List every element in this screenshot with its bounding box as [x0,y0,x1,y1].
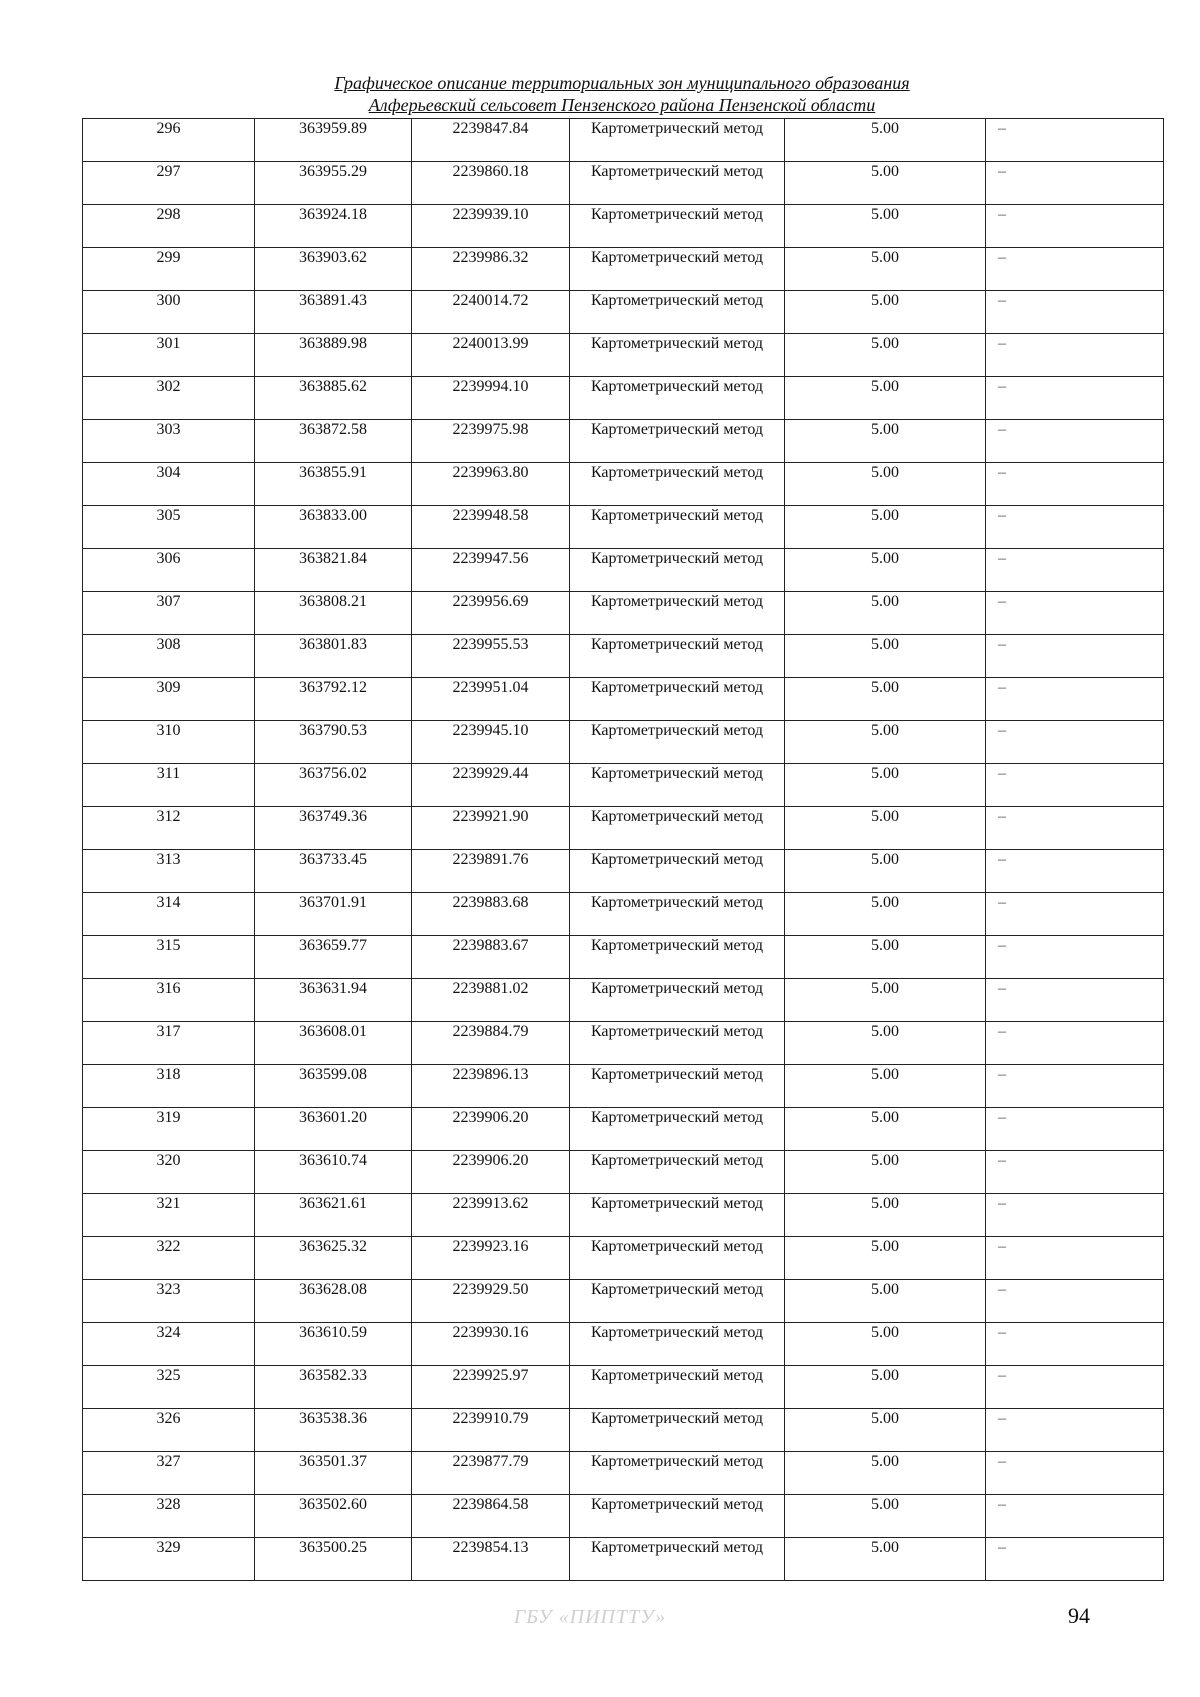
coordinate-y-cell: 2239923.16 [412,1237,570,1280]
note-cell: – [986,850,1164,893]
table-row [83,1237,1164,1280]
coordinate-x-cell: 363855.91 [255,463,412,506]
method-cell: Картометрический метод [570,291,785,334]
coordinate-x-cell: 363872.58 [255,420,412,463]
accuracy-cell: 5.00 [785,1452,986,1495]
point-number-cell: 311 [83,764,255,807]
coordinate-x-cell: 363790.53 [255,721,412,764]
point-number-cell: 301 [83,334,255,377]
note-cell: – [986,1065,1164,1108]
method-cell: Картометрический метод [570,162,785,205]
table-row [83,1538,1164,1581]
accuracy-cell: 5.00 [785,506,986,549]
method-cell: Картометрический метод [570,678,785,721]
note-cell: – [986,979,1164,1022]
table-row [83,1280,1164,1323]
coordinate-y-cell: 2239891.76 [412,850,570,893]
table-row [83,1495,1164,1538]
accuracy-cell: 5.00 [785,1538,986,1581]
method-cell: Картометрический метод [570,1366,785,1409]
table-row [83,1065,1164,1108]
table-row [83,377,1164,420]
table-row [83,162,1164,205]
coordinate-x-cell: 363610.59 [255,1323,412,1366]
method-cell: Картометрический метод [570,1538,785,1581]
point-number-cell: 315 [83,936,255,979]
point-number-cell: 318 [83,1065,255,1108]
coordinate-x-cell: 363903.62 [255,248,412,291]
coordinate-x-cell: 363631.94 [255,979,412,1022]
coordinate-y-cell: 2239986.32 [412,248,570,291]
coordinate-x-cell: 363891.43 [255,291,412,334]
coordinate-y-cell: 2239864.58 [412,1495,570,1538]
note-cell: – [986,377,1164,420]
method-cell: Картометрический метод [570,936,785,979]
coordinate-y-cell: 2240014.72 [412,291,570,334]
method-cell: Картометрический метод [570,119,785,162]
note-cell: – [986,1323,1164,1366]
point-number-cell: 329 [83,1538,255,1581]
accuracy-cell: 5.00 [785,1323,986,1366]
coordinate-y-cell: 2239951.04 [412,678,570,721]
coordinate-x-cell: 363608.01 [255,1022,412,1065]
point-number-cell: 319 [83,1108,255,1151]
table-row [83,1108,1164,1151]
point-number-cell: 305 [83,506,255,549]
method-cell: Картометрический метод [570,248,785,291]
coordinate-x-cell: 363749.36 [255,807,412,850]
accuracy-cell: 5.00 [785,1280,986,1323]
coordinate-y-cell: 2239929.44 [412,764,570,807]
point-number-cell: 328 [83,1495,255,1538]
note-cell: – [986,764,1164,807]
note-cell: – [986,549,1164,592]
accuracy-cell: 5.00 [785,850,986,893]
note-cell: – [986,291,1164,334]
accuracy-cell: 5.00 [785,248,986,291]
table-row [83,764,1164,807]
coordinate-y-cell: 2239906.20 [412,1108,570,1151]
note-cell: – [986,1366,1164,1409]
accuracy-cell: 5.00 [785,1151,986,1194]
method-cell: Картометрический метод [570,334,785,377]
point-number-cell: 314 [83,893,255,936]
coordinate-x-cell: 363502.60 [255,1495,412,1538]
coordinate-y-cell: 2239994.10 [412,377,570,420]
point-number-cell: 321 [83,1194,255,1237]
point-number-cell: 296 [83,119,255,162]
method-cell: Картометрический метод [570,1065,785,1108]
point-number-cell: 304 [83,463,255,506]
note-cell: – [986,506,1164,549]
accuracy-cell: 5.00 [785,807,986,850]
coordinate-y-cell: 2239847.84 [412,119,570,162]
coordinate-y-cell: 2239948.58 [412,506,570,549]
coordinate-x-cell: 363733.45 [255,850,412,893]
table-row [83,1452,1164,1495]
note-cell: – [986,119,1164,162]
coordinate-y-cell: 2239947.56 [412,549,570,592]
coordinate-x-cell: 363833.00 [255,506,412,549]
accuracy-cell: 5.00 [785,1495,986,1538]
coordinate-y-cell: 2239975.98 [412,420,570,463]
coordinate-y-cell: 2239939.10 [412,205,570,248]
method-cell: Картометрический метод [570,893,785,936]
table-row [83,1323,1164,1366]
accuracy-cell: 5.00 [785,1237,986,1280]
table-row [83,850,1164,893]
method-cell: Картометрический метод [570,979,785,1022]
point-number-cell: 323 [83,1280,255,1323]
method-cell: Картометрический метод [570,1237,785,1280]
point-number-cell: 312 [83,807,255,850]
table-row [83,1151,1164,1194]
accuracy-cell: 5.00 [785,1366,986,1409]
coordinate-x-cell: 363500.25 [255,1538,412,1581]
page-number: 94 [1068,1603,1090,1628]
note-cell: – [986,1151,1164,1194]
point-number-cell: 324 [83,1323,255,1366]
table-row [83,549,1164,592]
table-row [83,721,1164,764]
coordinate-x-cell: 363821.84 [255,549,412,592]
coordinate-y-cell: 2239883.68 [412,893,570,936]
method-cell: Картометрический метод [570,1022,785,1065]
coordinate-y-cell: 2239877.79 [412,1452,570,1495]
table-row [83,205,1164,248]
coordinate-y-cell: 2239945.10 [412,721,570,764]
point-number-cell: 309 [83,678,255,721]
coordinate-x-cell: 363756.02 [255,764,412,807]
method-cell: Картометрический метод [570,764,785,807]
point-number-cell: 327 [83,1452,255,1495]
coordinate-x-cell: 363625.32 [255,1237,412,1280]
table-row [83,592,1164,635]
accuracy-cell: 5.00 [785,764,986,807]
note-cell: – [986,1194,1164,1237]
coordinate-x-cell: 363599.08 [255,1065,412,1108]
note-cell: – [986,893,1164,936]
method-cell: Картометрический метод [570,850,785,893]
table-row [83,1194,1164,1237]
method-cell: Картометрический метод [570,592,785,635]
coordinate-x-cell: 363801.83 [255,635,412,678]
coordinate-x-cell: 363955.29 [255,162,412,205]
table-row [83,807,1164,850]
note-cell: – [986,248,1164,291]
method-cell: Картометрический метод [570,1151,785,1194]
accuracy-cell: 5.00 [785,1022,986,1065]
method-cell: Картометрический метод [570,420,785,463]
accuracy-cell: 5.00 [785,420,986,463]
table-row [83,334,1164,377]
coordinate-x-cell: 363885.62 [255,377,412,420]
point-number-cell: 317 [83,1022,255,1065]
note-cell: – [986,1280,1164,1323]
method-cell: Картометрический метод [570,1323,785,1366]
note-cell: – [986,1452,1164,1495]
header-title-line-2: Алферьевский сельсовет Пензенского района Пензенской области [368,95,876,115]
method-cell: Картометрический метод [570,1280,785,1323]
table-row [83,1366,1164,1409]
coordinate-y-cell: 2239955.53 [412,635,570,678]
table-row [83,463,1164,506]
accuracy-cell: 5.00 [785,377,986,420]
coordinate-x-cell: 363501.37 [255,1452,412,1495]
accuracy-cell: 5.00 [785,678,986,721]
note-cell: – [986,721,1164,764]
accuracy-cell: 5.00 [785,1194,986,1237]
coordinate-y-cell: 2239884.79 [412,1022,570,1065]
coordinate-y-cell: 2239963.80 [412,463,570,506]
accuracy-cell: 5.00 [785,635,986,678]
coordinate-y-cell: 2239930.16 [412,1323,570,1366]
method-cell: Картометрический метод [570,1108,785,1151]
note-cell: – [986,1538,1164,1581]
accuracy-cell: 5.00 [785,1108,986,1151]
table-row [83,1022,1164,1065]
method-cell: Картометрический метод [570,463,785,506]
coordinate-x-cell: 363628.08 [255,1280,412,1323]
table-row [83,506,1164,549]
point-number-cell: 308 [83,635,255,678]
method-cell: Картометрический метод [570,635,785,678]
table-row [83,248,1164,291]
coordinate-y-cell: 2239883.67 [412,936,570,979]
coordinate-y-cell: 2239921.90 [412,807,570,850]
accuracy-cell: 5.00 [785,463,986,506]
accuracy-cell: 5.00 [785,205,986,248]
point-number-cell: 298 [83,205,255,248]
table-row [83,291,1164,334]
coordinate-x-cell: 363621.61 [255,1194,412,1237]
point-number-cell: 316 [83,979,255,1022]
accuracy-cell: 5.00 [785,893,986,936]
table-row [83,678,1164,721]
note-cell: – [986,936,1164,979]
point-number-cell: 302 [83,377,255,420]
accuracy-cell: 5.00 [785,119,986,162]
coordinate-x-cell: 363959.89 [255,119,412,162]
coordinate-x-cell: 363582.33 [255,1366,412,1409]
method-cell: Картометрический метод [570,205,785,248]
accuracy-cell: 5.00 [785,291,986,334]
point-number-cell: 320 [83,1151,255,1194]
table-row [83,420,1164,463]
point-number-cell: 306 [83,549,255,592]
accuracy-cell: 5.00 [785,592,986,635]
note-cell: – [986,592,1164,635]
coordinates-table [82,118,1164,1581]
note-cell: – [986,807,1164,850]
coordinate-x-cell: 363792.12 [255,678,412,721]
accuracy-cell: 5.00 [785,979,986,1022]
note-cell: – [986,1409,1164,1452]
method-cell: Картометрический метод [570,721,785,764]
coordinate-x-cell: 363701.91 [255,893,412,936]
method-cell: Картометрический метод [570,1409,785,1452]
coordinate-y-cell: 2239913.62 [412,1194,570,1237]
table-row [83,635,1164,678]
point-number-cell: 326 [83,1409,255,1452]
accuracy-cell: 5.00 [785,721,986,764]
table-row [83,1409,1164,1452]
note-cell: – [986,1237,1164,1280]
coordinate-y-cell: 2239896.13 [412,1065,570,1108]
point-number-cell: 297 [83,162,255,205]
table-row [83,119,1164,162]
coordinate-y-cell: 2239881.02 [412,979,570,1022]
coordinate-y-cell: 2239860.18 [412,162,570,205]
accuracy-cell: 5.00 [785,1409,986,1452]
point-number-cell: 322 [83,1237,255,1280]
note-cell: – [986,1495,1164,1538]
table-row [83,893,1164,936]
point-number-cell: 300 [83,291,255,334]
coordinate-y-cell: 2239906.20 [412,1151,570,1194]
method-cell: Картометрический метод [570,1495,785,1538]
table-row [83,936,1164,979]
note-cell: – [986,420,1164,463]
method-cell: Картометрический метод [570,506,785,549]
coordinate-y-cell: 2239910.79 [412,1409,570,1452]
coordinate-y-cell: 2239854.13 [412,1538,570,1581]
footer-organization: ГБУ «ПИПТТУ» [513,1606,667,1628]
note-cell: – [986,678,1164,721]
coordinate-x-cell: 363889.98 [255,334,412,377]
point-number-cell: 313 [83,850,255,893]
note-cell: – [986,463,1164,506]
table-row [83,979,1164,1022]
coordinate-x-cell: 363808.21 [255,592,412,635]
method-cell: Картометрический метод [570,549,785,592]
point-number-cell: 310 [83,721,255,764]
header-title-line-1: Графическое описание территориальных зон муниципального образования [334,73,910,93]
coordinate-x-cell: 363924.18 [255,205,412,248]
coordinate-y-cell: 2239956.69 [412,592,570,635]
note-cell: – [986,635,1164,678]
coordinate-y-cell: 2239929.50 [412,1280,570,1323]
method-cell: Картометрический метод [570,807,785,850]
document-header [82,72,1162,116]
note-cell: – [986,162,1164,205]
accuracy-cell: 5.00 [785,1065,986,1108]
point-number-cell: 307 [83,592,255,635]
accuracy-cell: 5.00 [785,334,986,377]
accuracy-cell: 5.00 [785,549,986,592]
point-number-cell: 303 [83,420,255,463]
accuracy-cell: 5.00 [785,162,986,205]
note-cell: – [986,1108,1164,1151]
coordinate-x-cell: 363601.20 [255,1108,412,1151]
note-cell: – [986,205,1164,248]
note-cell: – [986,334,1164,377]
coordinate-y-cell: 2239925.97 [412,1366,570,1409]
note-cell: – [986,1022,1164,1065]
point-number-cell: 325 [83,1366,255,1409]
method-cell: Картометрический метод [570,1452,785,1495]
coordinate-x-cell: 363610.74 [255,1151,412,1194]
coordinate-x-cell: 363659.77 [255,936,412,979]
accuracy-cell: 5.00 [785,936,986,979]
coordinate-y-cell: 2240013.99 [412,334,570,377]
method-cell: Картометрический метод [570,377,785,420]
coordinate-x-cell: 363538.36 [255,1409,412,1452]
coordinates-table-body [83,119,1164,1581]
method-cell: Картометрический метод [570,1194,785,1237]
point-number-cell: 299 [83,248,255,291]
